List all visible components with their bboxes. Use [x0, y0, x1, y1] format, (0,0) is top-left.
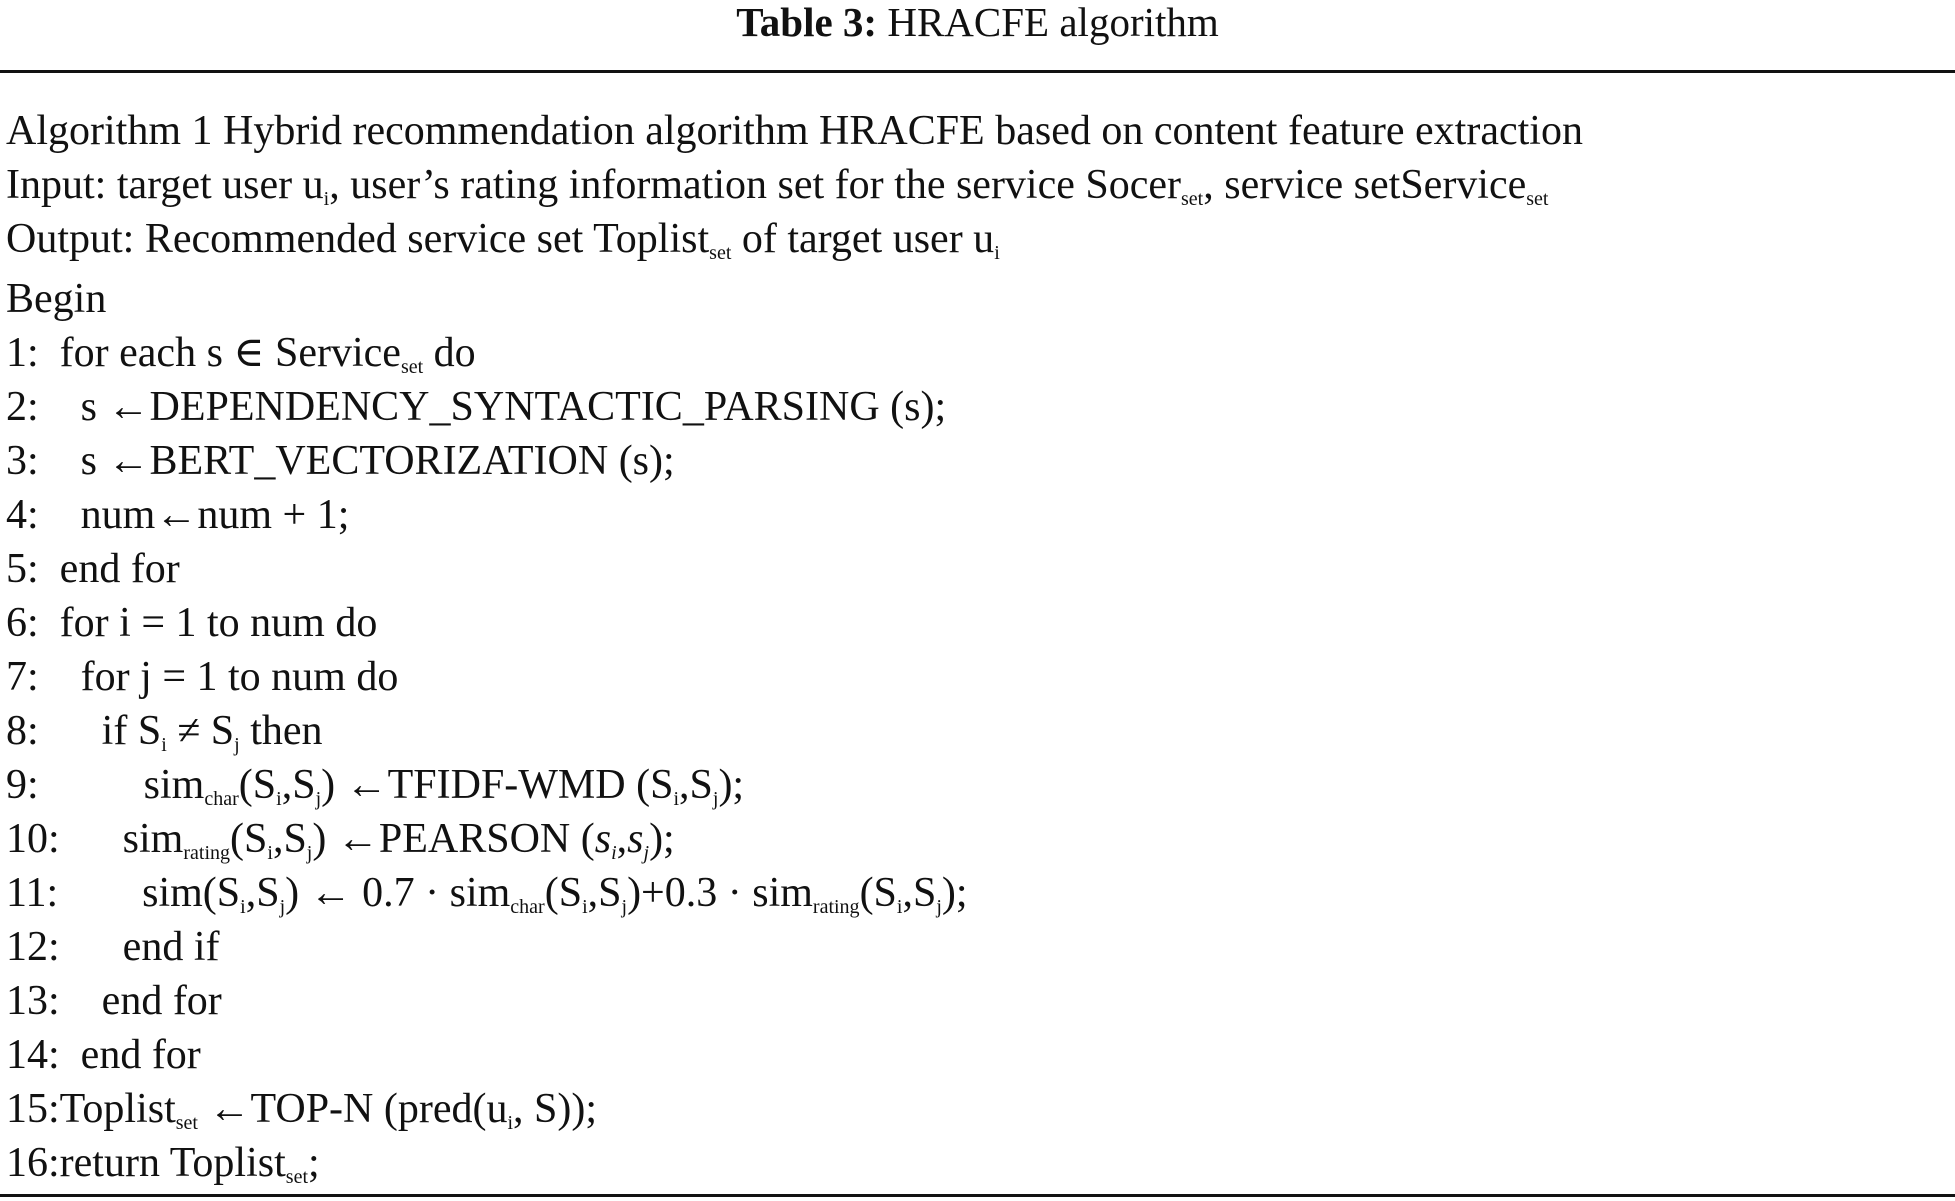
- algorithm-output: Output: Recommended service set Toplist$_{set}$ of target user $u_i$: [6, 216, 1000, 264]
- algorithm-step-8: 8: if $S_i \ne S_j$ then: [6, 708, 323, 756]
- algorithm-step-6: 6: for i = 1 to num do: [6, 600, 378, 646]
- algorithm-step-16: 16:return Toplist$_{set}$;: [6, 1140, 320, 1188]
- algorithm-step-3: 3: s ←BERT_VECTORIZATION (s);: [6, 438, 675, 484]
- algorithm-step-15: 15:Toplist$_{set}$ ←TOP-N ($pred(u_i$, S));: [6, 1086, 598, 1134]
- algorithm-begin: Begin: [6, 276, 107, 322]
- algorithm-step-9: 9: $sim_{char}(S_i,S_j)$ ←TFIDF-WMD $(S_i,S_j)$;: [6, 762, 745, 810]
- algorithm-step-14: 14: end for: [6, 1032, 201, 1078]
- algorithm-step-13: 13: end for: [6, 978, 222, 1024]
- table-top-rule: [0, 70, 1955, 73]
- algorithm-step-5: 5: end for: [6, 546, 180, 592]
- caption-label: Table 3:: [736, 0, 878, 45]
- algorithm-step-2: 2: s ←DEPENDENCY_SYNTACTIC_PARSING (s);: [6, 384, 947, 430]
- algorithm-step-10: 10: $sim_{rating}(S_i,S_j)$ ←PEARSON $(s_i,s_j)$;: [6, 816, 675, 864]
- algorithm-step-7: 7: for j = 1 to num do: [6, 654, 399, 700]
- algorithm-step-12: 12: end if: [6, 924, 220, 970]
- algorithm-step-1: 1: for each s ∈ Service$_{set}$ do: [6, 330, 476, 378]
- algorithm-title: Algorithm 1 Hybrid recommendation algorithm HRACFE based on content feature extraction: [6, 108, 1583, 154]
- algorithm-step-4: 4: num←num + 1;: [6, 492, 350, 538]
- table-caption: [0, 0, 1955, 48]
- caption-text: HRACFE algorithm: [887, 0, 1219, 45]
- algorithm-input: Input: target user $u_i$, user’s rating information set for the service Socer$_{set}$, service setService$_{set}$: [6, 162, 1549, 210]
- algorithm-step-11: 11: $sim(S_i,S_j)$ ← $0.7 \cdot sim_{char}(S_i,S_j)+0.3 \cdot sim_{rating}(S_i,S_j)$;: [6, 870, 968, 918]
- algorithm-body: [6, 104, 1946, 1190]
- table-bottom-rule: [0, 1194, 1955, 1197]
